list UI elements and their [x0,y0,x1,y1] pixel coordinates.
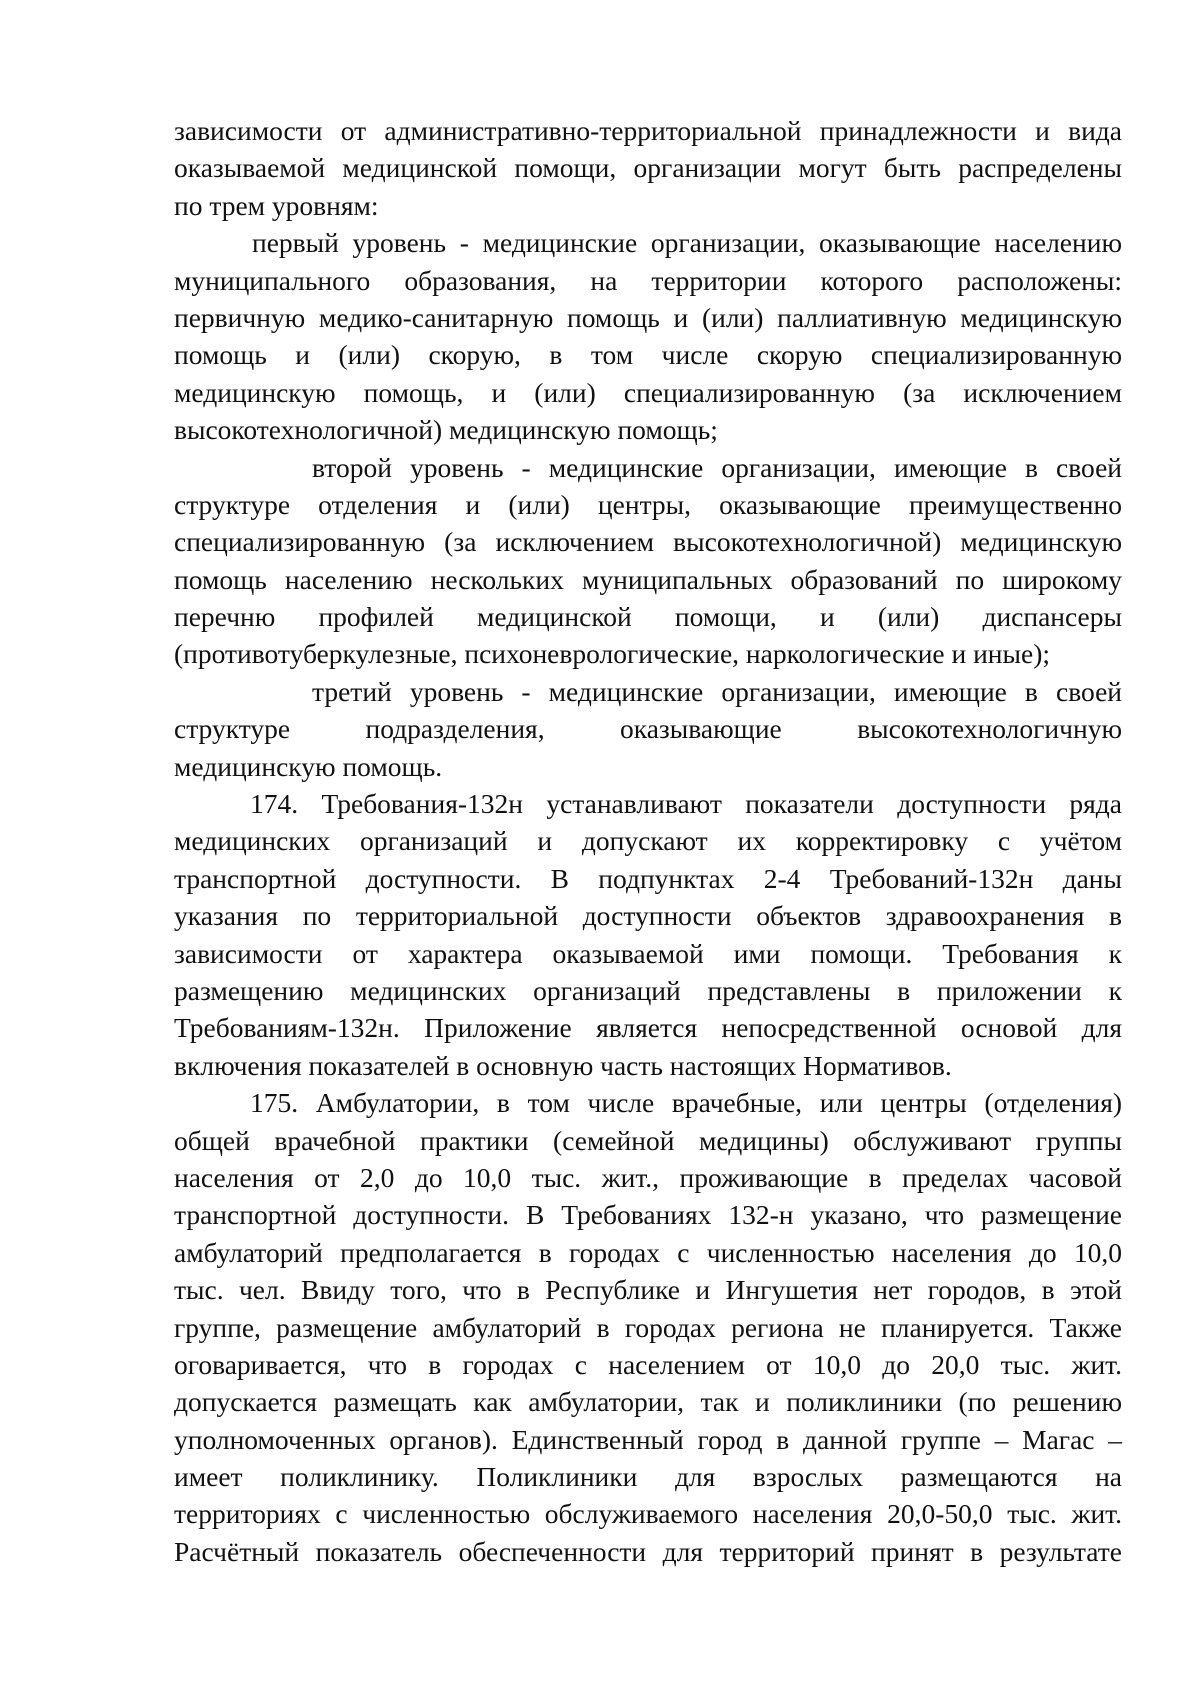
text-line: транспортной доступности. В подпунктах 2-4 Требований-132н даны [174,862,1122,894]
text-line: оговаривается, что в городах с населением от 10,0 до 20,0 тыс. жит. [174,1348,1122,1380]
text-line: муниципального образования, на территории которого расположены: [174,264,1122,296]
text-line: зависимости от характера оказываемой ими помощи. Требования к [174,937,1122,969]
body-text [174,112,1122,1570]
paragraph-174-start: 174. Требования-132н устанавливают показатели доступности ряда [250,788,1122,820]
text-line: структуре отделения и (или) центры, оказывающие преимущественно [174,488,1122,520]
text-line: специализированную (за исключением высокотехнологичной) медицинскую [174,526,1122,558]
text-line: высокотехнологичной) медицинскую помощь; [174,414,718,446]
paragraph-first-level-start: первый уровень - медицинские организации, оказывающие населению [252,227,1122,259]
text-line: территориях с численностью обслуживаемого населения 20,0-50,0 тыс. жит. [174,1498,1122,1530]
text-line: имеет поликлинику. Поликлиники для взрослых размещаются на [174,1461,1122,1493]
text-line: группе, размещение амбулаторий в городах региона не планируется. Также [174,1311,1122,1343]
text-line: медицинскую помощь, и (или) специализированную (за исключением [174,376,1122,408]
text-line: Требованиям-132н. Приложение является непосредственной основой для [174,1012,1122,1044]
text-line: уполномоченных органов). Единственный город в данной группе – Магас – [174,1423,1122,1455]
text-line: размещению медицинских организаций представлены в приложении к [174,974,1122,1006]
paragraph-third-level-start: третий уровень - медицинские организации, имеющие в своей [312,675,1122,707]
text-line: тыс. чел. Ввиду того, что в Республике и Ингушетия нет городов, в этой [174,1274,1122,1306]
text-line: оказываемой медицинской помощи, организации могут быть распределены [174,152,1122,184]
text-line: амбулаторий предполагается в городах с численностью населения до 10,0 [174,1236,1122,1268]
text-line: медицинскую помощь. [174,750,443,782]
paragraph-second-level-start: второй уровень - медицинские организации, имеющие в своей [312,451,1122,483]
text-line: указания по территориальной доступности объектов здравоохранения в [174,900,1122,932]
text-line: перечню профилей медицинской помощи, и (или) диспансеры [174,601,1122,633]
text-line: общей врачебной практики (семейной медицины) обслуживают группы [174,1124,1122,1156]
text-line: включения показателей в основную часть настоящих Нормативов. [174,1049,952,1081]
text-line: Расчётный показатель обеспеченности для территорий принят в результате [174,1535,1122,1567]
text-line: помощь населению нескольких муниципальных образований по широкому [174,563,1122,595]
text-line: первичную медико-санитарную помощь и (или) паллиативную медицинскую [174,301,1122,333]
text-line: допускается размещать как амбулатории, так и поликлиники (по решению [174,1386,1122,1418]
paragraph-175-start: 175. Амбулатории, в том числе врачебные, или центры (отделения) [250,1087,1122,1119]
text-line: медицинских организаций и допускают их корректировку с учётом [174,825,1122,857]
text-line: структуре подразделения, оказывающие высокотехнологичную [174,713,1122,745]
text-line: (противотуберкулезные, психоневрологические, наркологические и иные); [174,638,1050,670]
text-line: зависимости от административно-территориальной принадлежности и вида [174,115,1122,146]
text-line: по трем уровням: [174,189,379,221]
text-line: помощь и (или) скорую, в том числе скорую специализированную [174,339,1122,371]
text-line: транспортной доступности. В Требованиях 132-н указано, что размещение [174,1199,1122,1231]
text-line: населения от 2,0 до 10,0 тыс. жит., проживающие в пределах часовой [174,1161,1122,1193]
